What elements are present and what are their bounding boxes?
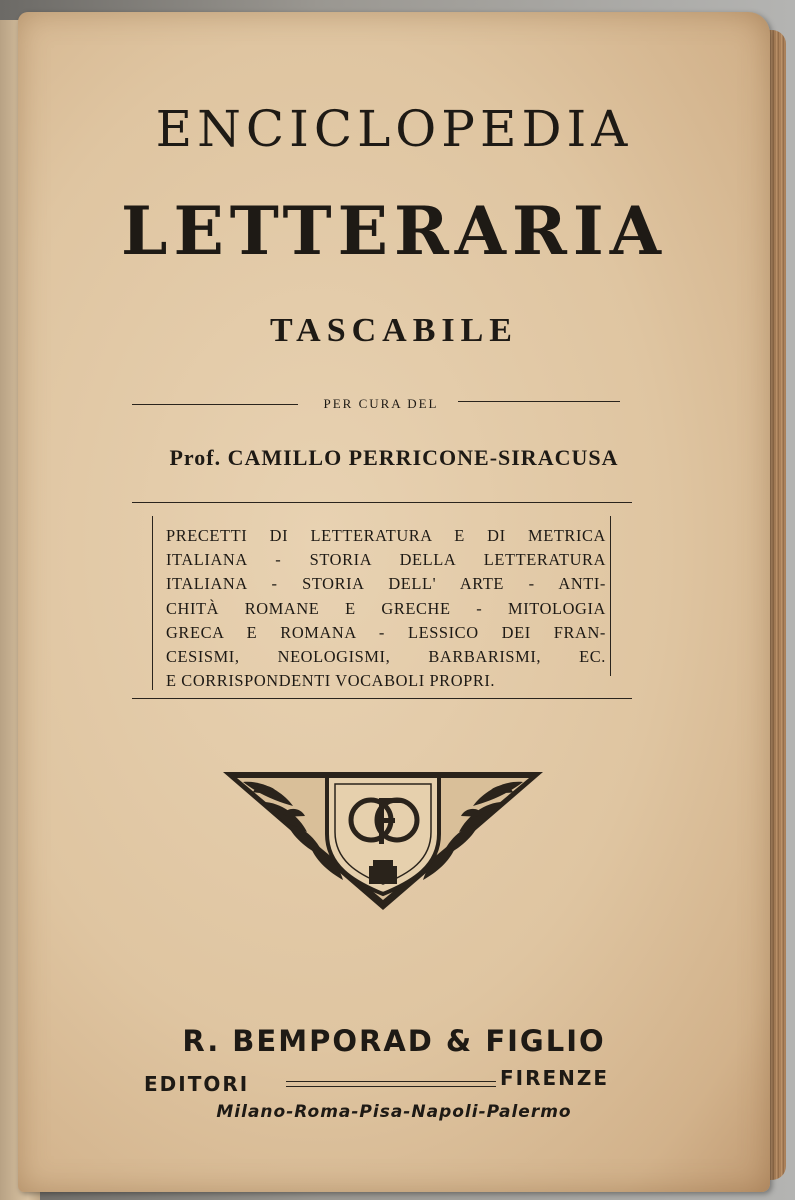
- contents-line: ITALIANA - STORIA DELLA LETTERATURA: [166, 550, 606, 570]
- publisher-rule-top: [286, 1081, 496, 1082]
- contents-text: [166, 524, 606, 693]
- contents-line: ITALIANA - STORIA DELL' ARTE - ANTI-: [166, 574, 606, 594]
- publisher-city: FIRENZE: [500, 1066, 610, 1090]
- publisher-emblem-icon: [223, 762, 543, 912]
- publisher-role: EDITORI: [144, 1072, 250, 1096]
- title-line-2: LETTERARIA: [121, 192, 667, 270]
- curator-name: Prof. CAMILLO PERRICONE-SIRACUSA: [169, 445, 619, 470]
- contents-box: [132, 502, 632, 698]
- divider-left: [132, 404, 298, 405]
- publisher-branches: Milano-Roma-Pisa-Napoli-Palermo: [216, 1102, 572, 1122]
- contents-line: E CORRISPONDENTI VOCABOLI PROPRI.: [166, 671, 496, 691]
- box-rule-bottom: [132, 698, 632, 699]
- contents-line: PRECETTI DI LETTERATURA E DI METRICA: [166, 526, 606, 545]
- contents-line: CESISMI, NEOLOGISMI, BARBARISMI, EC.: [166, 647, 606, 667]
- title-line-1: ENCICLOPEDIA: [155, 100, 633, 158]
- title-line-3: TASCABILE: [270, 312, 518, 349]
- contents-line: GRECA E ROMANA - LESSICO DEI FRAN-: [166, 622, 606, 642]
- title-page: [18, 12, 770, 1192]
- box-rule-right: [610, 516, 611, 676]
- box-rule-left: [152, 516, 153, 690]
- curator-intro: PER CURA DEL: [323, 396, 439, 411]
- divider-right: [458, 401, 620, 402]
- publisher-name: R. BEMPORAD & FIGLIO: [182, 1024, 606, 1058]
- contents-line: CHITÀ ROMANE E GRECHE - MITOLOGIA: [166, 598, 606, 618]
- publisher-rule-bottom: [286, 1086, 496, 1087]
- box-rule-top: [132, 502, 632, 503]
